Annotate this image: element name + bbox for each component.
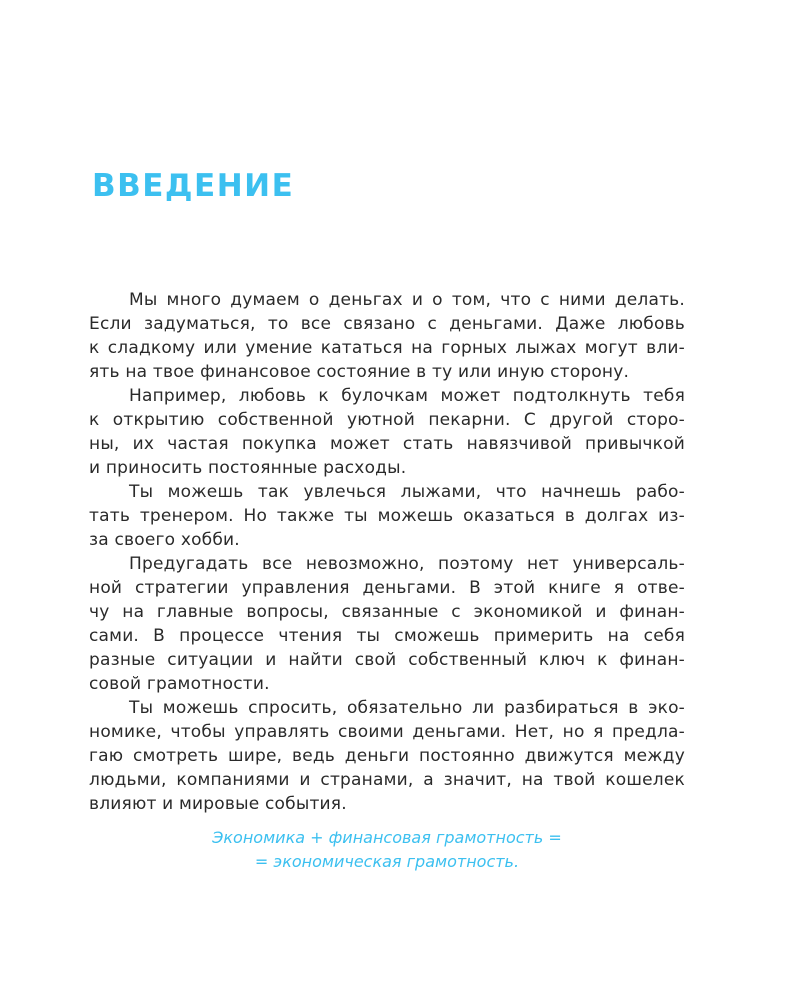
formula-line: = экономическая грамотность. bbox=[254, 852, 520, 871]
paragraph bbox=[89, 480, 685, 552]
text-line: Ты можешь так увлечься лыжами, что начнешь рабо- bbox=[129, 482, 685, 502]
paragraph bbox=[89, 552, 685, 696]
text-line: Мы много думаем о деньгах и о том, что с ними делать. bbox=[129, 290, 685, 310]
text-line: и приносить постоянные расходы. bbox=[89, 458, 407, 478]
chapter-title: ВВЕДЕНИЕ bbox=[92, 168, 295, 204]
text-line: гаю смотреть шире, ведь деньги постоянно движутся между bbox=[89, 746, 685, 766]
text-line: ять на твое финансовое состояние в ту или иную сторону. bbox=[89, 362, 630, 382]
formula bbox=[89, 826, 685, 874]
formula-line: Экономика + финансовая грамотность = bbox=[212, 828, 562, 847]
text-line: разные ситуации и найти свой собственный ключ к финан- bbox=[89, 650, 685, 670]
text-line: совой грамотности. bbox=[89, 674, 270, 694]
text-line: Предугадать все невозможно, поэтому нет универсаль- bbox=[129, 554, 685, 574]
text-line: людьми, компаниями и странами, а значит, на твой кошелек bbox=[89, 770, 685, 790]
text-line: номике, чтобы управлять своими деньгами. Нет, но я предла- bbox=[89, 722, 685, 742]
text-line: Например, любовь к булочкам может подтолкнуть тебя bbox=[129, 386, 685, 406]
text-line: Если задуматься, то все связано с деньгами. Даже любовь bbox=[89, 314, 685, 334]
paragraph bbox=[89, 288, 685, 384]
text-line: к сладкому или умение кататься на горных лыжах могут вли- bbox=[89, 338, 685, 358]
text-line: к открытию собственной уютной пекарни. С другой сторо- bbox=[89, 410, 685, 430]
text-line: влияют и мировые события. bbox=[89, 794, 347, 814]
text-line: сами. В процессе чтения ты сможешь примерить на себя bbox=[89, 626, 685, 646]
text-line: за своего хобби. bbox=[89, 530, 240, 550]
text-line: тать тренером. Но также ты можешь оказаться в долгах из- bbox=[89, 506, 685, 526]
paragraph bbox=[89, 384, 685, 480]
text-line: ной стратегии управления деньгами. В этой книге я отве- bbox=[89, 578, 685, 598]
text-line: ны, их частая покупка может стать навязчивой привычкой bbox=[89, 434, 685, 454]
body-text bbox=[89, 288, 685, 816]
text-line: Ты можешь спросить, обязательно ли разбираться в эко- bbox=[129, 698, 685, 718]
paragraph bbox=[89, 696, 685, 816]
text-line: чу на главные вопросы, связанные с экономикой и финан- bbox=[89, 602, 685, 622]
